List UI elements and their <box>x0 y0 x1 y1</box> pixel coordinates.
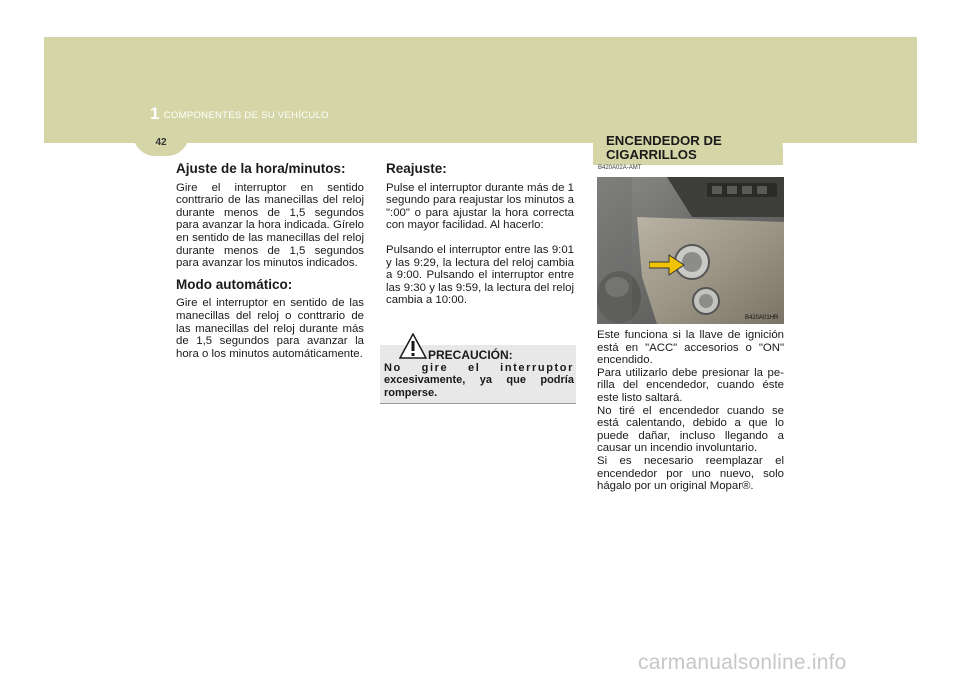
heading-modo-automatico: Modo automático: <box>176 276 293 292</box>
column-middle <box>386 163 574 307</box>
paragraph-ajuste: Gire el interruptor en sentido conttrario de las manecillas del reloj durante menos de 1,5 segundos para avanzar la hora indicada. Gírelo en sentido de las manecillas del reloj durante menos de 1,5 segundos para avanzar los minutos indicados. <box>176 181 364 270</box>
heading-ajuste: Ajuste de la hora/minutos: <box>176 161 346 176</box>
paragraph-encendedor-4: Si es necesario reemplazar el encendedor por uno nuevo, solo hágalo por un original Mopar®. <box>597 454 784 493</box>
caution-text <box>384 362 574 399</box>
paragraph-encendedor-2: Para utilizarlo debe presionar la pe-rilla del encendedor, cuando éste este listo saltará. <box>597 366 784 404</box>
column-right <box>597 329 784 493</box>
paragraph-reajuste-1: Pulse el interruptor durante más de 1 segundo para reajustar los minutos a ":00" o para ajustar la hora correcta con mayor facilidad. Al hacerlo: <box>386 181 574 232</box>
section-title-line2: CIGARRILLOS <box>606 146 697 162</box>
cigarette-lighter-photo <box>597 177 784 324</box>
lighter-illustration <box>597 177 784 324</box>
caution-text-rest: excesivamente, ya que podría romperse. <box>384 374 574 399</box>
paragraph-encendedor-1: Este funciona si la llave de ignición está en "ACC" accesorios o "ON" encendido. <box>597 329 784 367</box>
heading-reajuste: Reajuste: <box>386 161 447 176</box>
section-title-line1: ENCENDEDOR DE <box>606 133 722 148</box>
column-left <box>176 163 364 360</box>
chapter-title: COMPONENTES DE SU VEHÍCULO <box>163 110 329 121</box>
chapter-header <box>150 106 329 122</box>
page-number: 42 <box>155 137 167 148</box>
paragraph-modo-automatico: Gire el interruptor en sentido de las manecillas del reloj o conttrario de las manecillas del reloj durante más de 1,5 segundos para avanzar la hora o los minutos automáticamente. <box>176 297 364 360</box>
section-code: B420A02A-AMT <box>598 165 642 171</box>
caution-text-line1: No gire el interruptor <box>384 362 574 374</box>
paragraph-encendedor-3: No tiré el encendedor cuando se está calentando, debido a que lo puede dañar, incluso llegando a causar un incendio involuntario. <box>597 404 784 455</box>
watermark: carmanualsonline.info <box>638 651 847 674</box>
section-title <box>606 134 722 161</box>
arrow-icon <box>649 253 685 277</box>
image-code: B420A01HR <box>745 315 779 321</box>
header-band <box>44 37 917 143</box>
paragraph-reajuste-2: Pulsando el interruptor entre las 9:01 y las 9:29, la lectura del reloj cambia a 9:00. Pulsando el interruptor entre las 9:30 y las 9:59, la lectura del reloj cambia a 10:00. <box>386 243 574 307</box>
caution-box <box>380 345 576 404</box>
warning-triangle-icon <box>399 333 427 359</box>
chapter-number: 1 <box>150 104 160 123</box>
caution-title: PRECAUCIÓN: <box>428 348 513 362</box>
